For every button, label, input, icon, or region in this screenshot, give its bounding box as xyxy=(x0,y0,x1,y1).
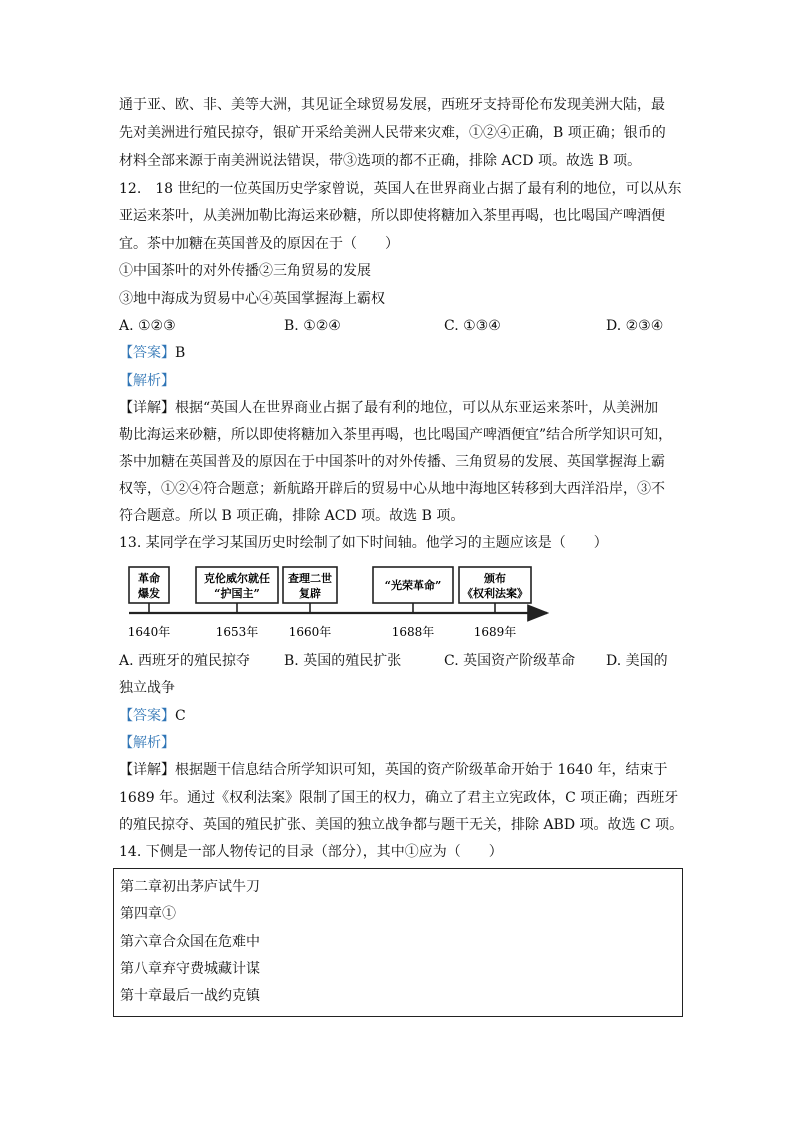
detail-text-line: 的殖民掠夺、英国的殖民扩张、美国的独立战争都与题干无关，排除 ABD 项。故选 C 项。 xyxy=(119,817,684,833)
year-label: 1689年 xyxy=(473,625,517,639)
event-label: 克伦威尔就任 xyxy=(204,572,270,585)
answer-line xyxy=(119,706,186,726)
event-label: 查理二世 xyxy=(288,572,332,585)
event-label: 复辟 xyxy=(299,587,321,600)
question-12-stem: 12. 18 世纪的一位英国历史学家曾说，英国人在世界商业占据了最有利的地位，可以从东 xyxy=(119,181,682,197)
event-label: 《权利法案》 xyxy=(462,587,528,600)
detail-text-line: 1689 年。通过《权利法案》限制了国王的权力，确立了君主立宪政体，C 项正确；西班牙 xyxy=(119,790,679,806)
answer-label: 【答案】 xyxy=(119,345,175,361)
question-13-stem: 13. 某同学在学习某国历史时绘制了如下时间轴。他学习的主题应该是（ ） xyxy=(119,535,608,551)
timeline-figure xyxy=(119,562,559,644)
timeline-event-1689 xyxy=(459,567,531,639)
option-b: B. 英国的殖民扩张 xyxy=(284,653,402,669)
detail-text-line: 【详解】根据“英国人在世界商业占据了最有利的地位，可以从东亚运来茶叶，从美洲加 xyxy=(119,400,659,416)
question-12-item: ①中国茶叶的对外传播②三角贸易的发展 xyxy=(119,263,371,279)
toc-entry: 第二章初出茅庐试牛刀 xyxy=(120,879,260,895)
option-c: C. 英国资产阶级革命 xyxy=(444,653,576,669)
question-12-stem: 亚运来茶叶，从美洲加勒比海运来砂糖，所以即使将糖加入茶里再喝，也比喝国产啤酒便 xyxy=(119,208,665,224)
event-label: 颁布 xyxy=(484,572,506,585)
analysis-label: 【解析】 xyxy=(119,735,175,751)
toc-box xyxy=(113,868,683,1017)
toc-entry: 第四章① xyxy=(120,906,176,922)
toc-entry: 第六章合众国在危难中 xyxy=(120,934,260,950)
year-label: 1660年 xyxy=(288,625,332,639)
answer-line xyxy=(119,343,185,363)
year-label: 1688年 xyxy=(391,625,435,639)
detail-text-line: 符合题意。所以 B 项正确，排除 ACD 项。故选 B 项。 xyxy=(119,508,465,524)
question-14-stem: 14. 下侧是一部人物传记的目录（部分），其中①应为（ ） xyxy=(119,844,503,860)
answer-label: 【答案】 xyxy=(119,708,175,724)
timeline-event-1640 xyxy=(128,567,171,639)
analysis-text-line: 先对美洲进行殖民掠夺，银矿开采给美洲人民带来灾难，①②④正确，B 项正确；银币的 xyxy=(119,125,666,141)
analysis-text-line: 材料全部来源于南美洲说法错误，带③选项的都不正确，排除 ACD 项。故选 B 项。 xyxy=(119,153,642,169)
option-c: C. ①③④ xyxy=(444,318,501,334)
option-a: A. 西班牙的殖民掠夺 xyxy=(119,653,251,669)
option-d: D. ②③④ xyxy=(606,318,664,334)
toc-entry: 第八章弃守费城藏计谋 xyxy=(120,961,260,977)
detail-text-line: 勒比海运来砂糖，所以即使将糖加入茶里再喝，也比喝国产啤酒便宜”结合所学知识可知， xyxy=(119,427,673,443)
detail-text-line: 权等，①②④符合题意；新航路开辟后的贸易中心从地中海地区转移到大西洋沿岸，③不 xyxy=(119,481,665,497)
question-12-item: ③地中海成为贸易中心④英国掌握海上霸权 xyxy=(119,291,385,307)
toc-entry: 第十章最后一战约克镇 xyxy=(120,988,260,1004)
answer-value: B xyxy=(175,345,186,361)
option-b: B. ①②④ xyxy=(284,318,341,334)
answer-value: C xyxy=(175,708,186,724)
timeline-event-1660 xyxy=(283,567,337,639)
year-label: 1640年 xyxy=(127,625,171,639)
timeline-event-1688 xyxy=(373,567,453,639)
option-d-continued: 独立战争 xyxy=(119,680,175,696)
event-label: 革命 xyxy=(138,572,160,585)
detail-text-line: 茶中加糖在英国普及的原因在于中国茶叶的对外传播、三角贸易的发展、英国掌握海上霸 xyxy=(119,454,665,470)
year-label: 1653年 xyxy=(215,625,259,639)
analysis-text-line: 通于亚、欧、非、美等大洲，其见证全球贸易发展，西班牙支持哥伦布发现美洲大陆，最 xyxy=(119,97,665,113)
option-a: A. ①②③ xyxy=(119,318,176,334)
event-label: 爆发 xyxy=(138,587,160,600)
timeline-event-1653 xyxy=(196,567,278,639)
question-12-stem: 宜。茶中加糖在英国普及的原因在于（ ） xyxy=(119,236,399,252)
option-d: D. 美国的 xyxy=(606,653,668,669)
analysis-label: 【解析】 xyxy=(119,373,175,389)
detail-text-line: 【详解】根据题干信息结合所学知识可知，英国的资产阶级革命开始于 1640 年，结束于 xyxy=(119,762,668,778)
event-label: “护国主” xyxy=(214,587,260,600)
event-label: “光荣革命” xyxy=(384,579,442,592)
